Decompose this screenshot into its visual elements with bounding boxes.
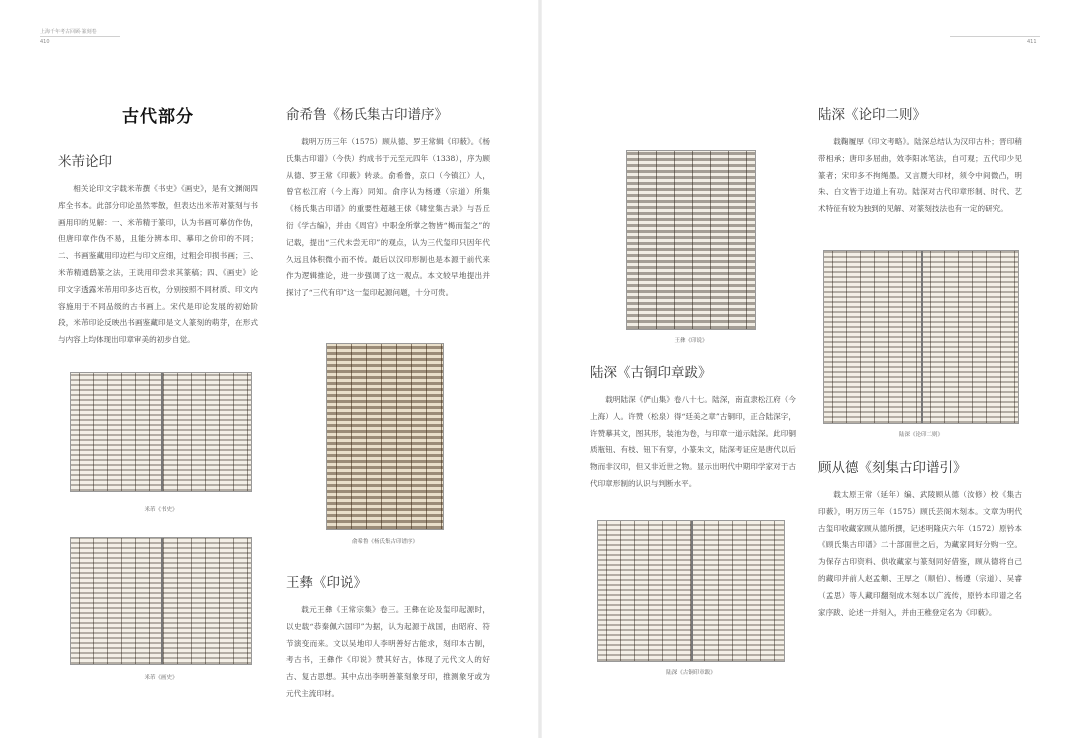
- article-body-wang: 载元王彝《王常宗集》卷三。王彝在论及玺印起源时，以史载“恭秦佩六国印”为据，认为起源于战国，由昭府、符节演变而来。文以吴地印人李明善好古能求，刻印本古制，考古书，王彝作《印说》赞其好古，体现了元代文人的好古、复古思想。其中点出李明善篆刻象牙印，推测象牙或为元代主流印材。: [286, 605, 490, 698]
- running-header-left: 上海千年考古回顾·篆刻卷: [40, 29, 97, 35]
- page-number-left: 410: [40, 39, 50, 45]
- caption-wang-yinshuo: 王彝《印说》: [674, 338, 708, 344]
- figure-fold: [691, 521, 693, 661]
- figure-lu-bronze-seal: [597, 520, 785, 662]
- column-1: [58, 102, 258, 349]
- article-body-lu1: 载明陆深《俨山集》卷八十七。陆深，南直隶松江府（今上海）人。许赞（松泉）得“廷美之章”古铜印，正合陆深字，许赞摹其文，图其形，装池为卷，与印章一道示陆深。此印铜质瓶钮、有枝、钮下有穿，小篆朱文，陆深考证应是唐代以后物而非汉印，但又非近世之物。显示出明代中期印学家对于古代印章形制的认识与判断水平。: [590, 395, 796, 488]
- figure-yu-preface: [326, 343, 444, 530]
- column-2b: [286, 574, 490, 703]
- article-title-lu2: 陆深《论印二则》: [818, 107, 926, 123]
- figure-wang-yinshuo: [626, 150, 756, 330]
- article-body-yu: 载明万历三年（1575）顾从德、罗王常辑《印薮》。《杨氏集古印谱》（今佚）约成书于元至元四年（1338），序为顾从德、罗王常《印薮》转录。俞希鲁，京口（今镇江）人，曾官松江府（今上海）同知。俞序认为杨遵（宗道）所集《杨氏集古印谱》的重要性超越王俅《啸堂集古录》与吾丘衍《学古编》，并由《周官》中职金所掌之物皆“楬而玺之”的记载，提出“三代未尝无印”的观点，认为三代玺印只因年代久远且体积微小而不传。最后以汉印形制也是本源于前代来作为逻辑推论，进一步强调了这一观点。本文较早地提出并探讨了“三代有印”这一玺印起源问题，十分可贵。: [286, 137, 490, 298]
- article-title-yu: 俞希鲁《杨氏集古印谱序》: [286, 107, 448, 123]
- article-body-gu: 载太原王常（延年）编、武陵顾从德（汝修）校《集古印薮》，明万历三年（1575）顾氏芸阁木刻本。文章为明代古玺印收藏家顾从德所撰，记述明隆庆六年（1572）原钤本《顾氏集古印谱》二十部面世之后，为藏家同好分购一空。为保存古印资料、供收藏家与篆刻同好借鉴，顾从德将自己的藏印并前人赵孟頫、王厚之（顺伯）、杨遵（宗道）、吴睿（孟思）等人藏印翻刻成木刻本以广流传，原钤本印谱之名家序跋、论述一并刻入，并由王稚登定名为《印薮》。: [818, 490, 1022, 617]
- caption-mifu-shushi: 米芾《书史》: [144, 507, 178, 513]
- figure-mifu-shushi: [70, 372, 252, 492]
- header-rule-right: [950, 36, 1040, 37]
- caption-lu-bronze-seal: 陆深《古铜印章跋》: [666, 670, 716, 676]
- column-4: [818, 106, 1022, 218]
- page-number-right: 411: [1027, 39, 1037, 45]
- figure-fold: [161, 538, 163, 664]
- column-2: [286, 106, 490, 302]
- article-body-lu2: 载鞠履厚《印文考略》。陆深总结认为汉印古朴；晋印稍带相承；唐印多屈曲，效李阳冰笔法，自可观；五代印少见篆者；宋印多不拘绳墨。又言赝大印材，须令中间微凸，明朱、白文皆于边道上有功。陆深对古代印章形制、时代、艺术特征有较为独到的见解、对篆刻技法也有一定的研究。: [818, 137, 1022, 214]
- figure-lu-lunyin: [823, 250, 1019, 424]
- column-4b: [818, 459, 1022, 621]
- caption-yu-preface: 俞希鲁《杨氏集古印谱序》: [351, 539, 418, 545]
- article-title-lu1: 陆深《古铜印章跋》: [590, 365, 712, 381]
- figure-fold: [921, 251, 923, 423]
- figure-mifu-huashi: [70, 537, 252, 665]
- book-gutter: [538, 0, 542, 738]
- column-3: [590, 364, 796, 493]
- article-body-mifu: 相关论印文字载米芾撰《书史》《画史》，是有文渊阁四库全书本。此部分印论虽然零散，但表达出米芾对篆刻与书画用印的见解：一、米芾精于篆印，认为书画可摹仿作伪，但唐印章作伪不易，且能分辨本印、摹印之价印的不同；二、书画鉴藏用印边栏与印文应细，过粗会印损书画；三、米芾精通鸱篆之法，王诜用印尝求其篆稿；四、《画史》论印文字透露米芾用印多达百枚，分别按照不同材质、印文内容施用于不同品级的古书画上。宋代是印论发展的初始阶段，米芾印论反映出书画鉴藏印是文人篆刻的萌芽，在形式与内容上均体现出印章审美的初步自觉。: [58, 184, 258, 345]
- caption-mifu-huashi: 米芾《画史》: [144, 675, 178, 681]
- figure-fold: [161, 373, 163, 491]
- article-title-wang: 王彝《印说》: [286, 575, 367, 591]
- header-rule-left: [40, 36, 120, 37]
- section-title: 古代部分: [122, 107, 194, 127]
- article-title-mifu: 米芾论印: [58, 154, 112, 170]
- caption-lu-lunyin: 陆深《论印二则》: [898, 432, 943, 438]
- article-title-gu: 顾从德《刻集古印谱引》: [818, 460, 967, 476]
